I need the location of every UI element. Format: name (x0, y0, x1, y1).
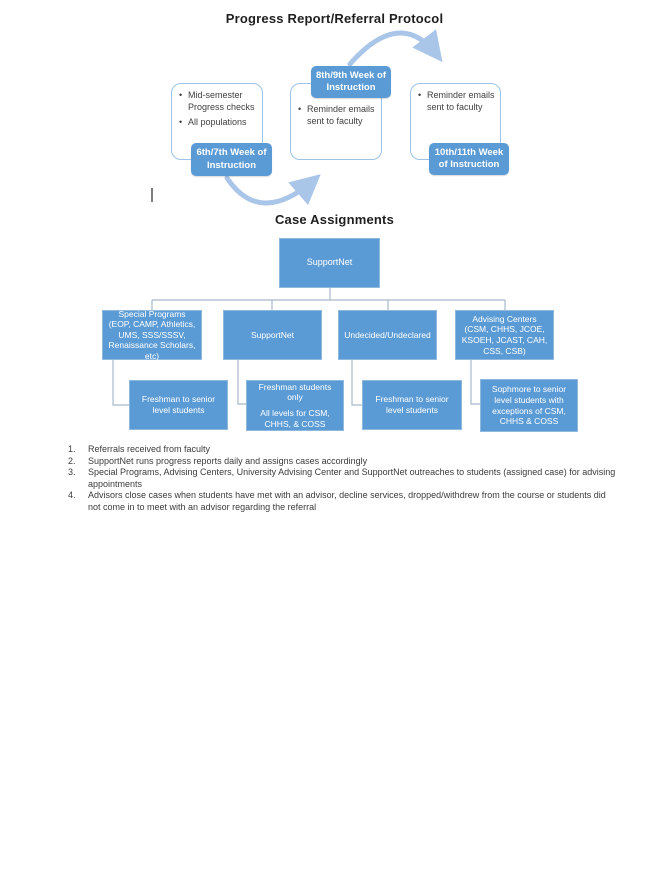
org-child-text: All levels for CSM, CHHS, & COSS (260, 408, 330, 429)
note-number: 4. (68, 490, 76, 501)
org-parent-undecided[interactable]: Undecided/Undeclared (338, 310, 437, 360)
notes-list-item[interactable] (68, 444, 620, 456)
bullet-item (418, 90, 495, 114)
note-text: Referrals received from faculty (88, 444, 211, 454)
bullet-marker: • (179, 116, 183, 127)
note-text: Special Programs, Advising Centers, University Advising Center and SupportNet outreaches to students (assigned case) for advising appointments (88, 467, 616, 489)
bullet-item (179, 117, 257, 129)
org-parent-advising-centers[interactable]: Advising Centers (CSM, CHHS, JCOE, KSOEH, JCAST, CAH, CSS, CSB) (455, 310, 554, 360)
note-number: 2. (68, 455, 76, 466)
notes-list-item[interactable] (68, 490, 620, 513)
bullet-text: Reminder emails sent to faculty (307, 104, 375, 126)
bullet-marker: • (298, 104, 302, 114)
org-child-text: Freshman to senior level students (375, 394, 449, 415)
note-number: 1. (68, 444, 76, 454)
note-number: 3. (68, 467, 76, 478)
org-chart-title[interactable]: Case Assignments (274, 212, 395, 227)
org-child-advising-centers[interactable] (480, 379, 578, 432)
note-text: Advisors close cases when students have met with an advisor, decline services, dropped/withdrew from the course or students did not come in to meet with an advisor regarding the referral (88, 490, 606, 512)
bullet-item (179, 90, 257, 114)
flow-step2-week-label[interactable]: 8th/9th Week of Instruction (311, 66, 391, 98)
flow-diagram-title[interactable]: Progress Report/Referral Protocol (225, 11, 444, 26)
notes-list (68, 444, 620, 514)
bullet-marker: • (179, 90, 183, 100)
flow-step3-week-label[interactable]: 10th/11th Week of Instruction (429, 143, 509, 175)
notes-list-item[interactable] (68, 456, 620, 468)
org-child-undecided[interactable] (362, 380, 462, 430)
org-parent-supportnet[interactable]: SupportNet (223, 310, 322, 360)
bullet-item (298, 104, 376, 128)
notes-list-item[interactable] (68, 467, 620, 490)
org-child-text: Freshman students only (258, 381, 332, 403)
bullet-text: Reminder emails sent to faculty (427, 90, 495, 112)
text-cursor (151, 188, 153, 202)
org-child-special-programs[interactable] (129, 380, 228, 430)
org-parent-special-programs[interactable]: Special Programs (EOP, CAMP, Athletics, UMS, SSS/SSSV, Renaissance Scholars, etc) (102, 310, 202, 360)
org-child-text: Freshman to senior level students (141, 394, 216, 415)
bullet-text: Mid-semester Progress checks (188, 90, 255, 112)
curved-arrow-top[interactable] (350, 33, 437, 64)
bullet-text: All populations (188, 116, 247, 127)
org-child-text: Sophmore to senior level students with exceptions of CSM, CHHS & COSS (491, 384, 567, 427)
org-root-box[interactable]: SupportNet (279, 238, 380, 288)
flow-step1-week-label[interactable]: 6th/7th Week of Instruction (191, 143, 272, 176)
note-text: SupportNet runs progress reports daily and assigns cases accordingly (88, 455, 368, 466)
bullet-marker: • (418, 90, 422, 100)
org-child-supportnet[interactable] (246, 380, 344, 431)
curved-arrow-bottom[interactable] (227, 178, 314, 203)
